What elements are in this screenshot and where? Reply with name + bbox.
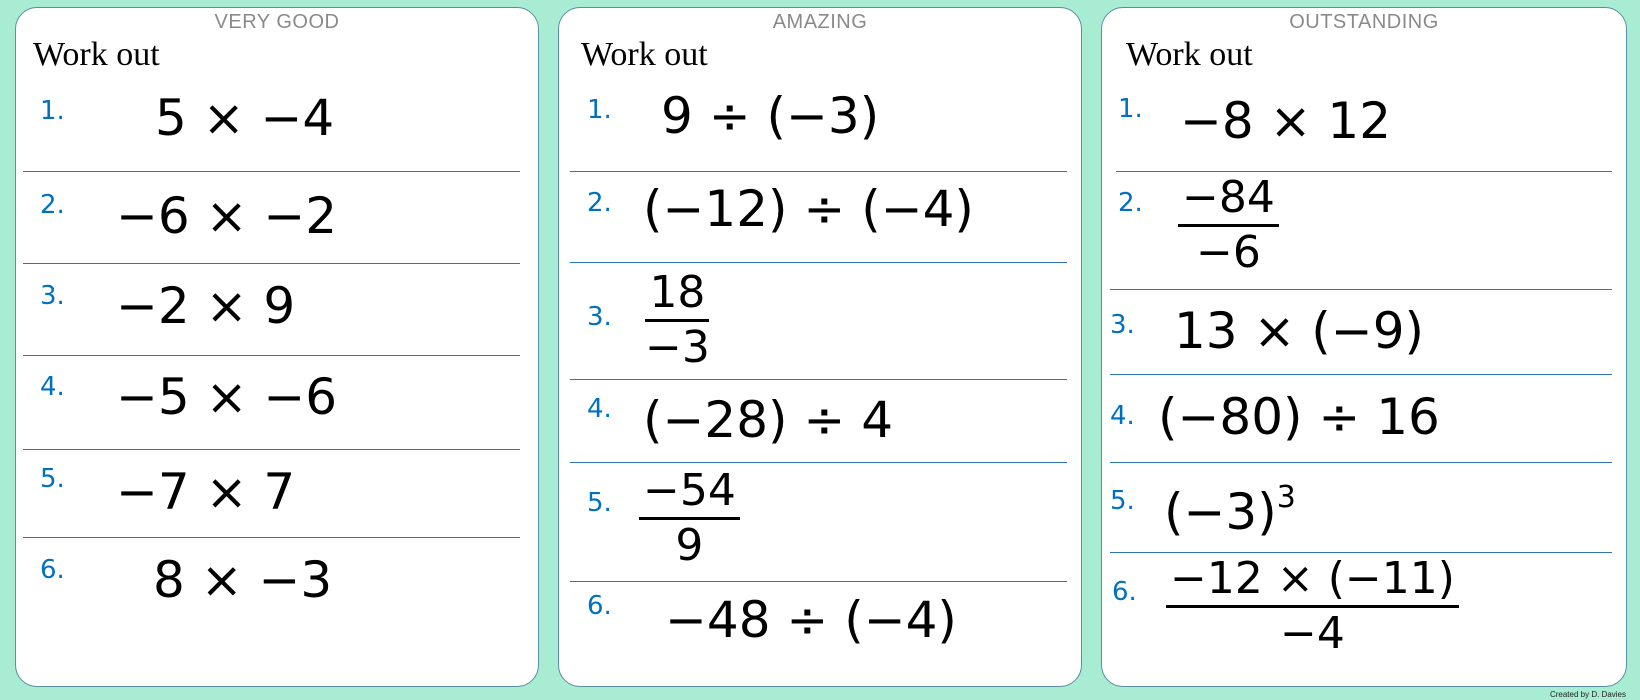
question-expression: (−80) ÷ 16 [1158,388,1440,446]
fraction-denominator: 9 [675,520,704,571]
credit-text: Created by D. Davies [1549,690,1626,699]
question-expression: −5 × −6 [116,368,338,426]
fraction-denominator: −4 [1280,608,1345,659]
divider [23,449,520,450]
question-expression: −6 × −2 [116,187,338,245]
question-number: 4. [40,372,65,402]
divider [23,355,520,356]
divider [570,171,1067,172]
question-number: 1. [587,95,612,125]
divider [570,379,1067,380]
card-heading: VERY GOOD [214,11,340,33]
question-number: 5. [587,488,612,518]
instruction: Work out [33,36,160,73]
instruction: Work out [581,36,708,73]
fraction-denominator: −6 [1195,227,1261,278]
question-fraction [645,267,710,373]
question-number: 4. [587,394,612,424]
card-heading: AMAZING [772,11,868,33]
divider [23,171,520,172]
fraction-numerator: 18 [645,271,709,322]
question-number: 4. [1110,401,1135,431]
card-outstanding [1101,7,1627,687]
question-number: 1. [40,96,65,126]
divider [1110,374,1612,375]
question-expression: −2 × 9 [116,277,296,335]
question-expression: −7 × 7 [116,463,296,521]
power-exponent: 3 [1276,480,1296,515]
question-expression: −48 ÷ (−4) [665,591,957,649]
question-number: 3. [587,302,612,332]
divider [1110,289,1612,290]
question-expression [1164,480,1296,541]
question-number: 1. [1118,94,1143,124]
question-expression: (−28) ÷ 4 [643,391,894,449]
question-number: 2. [587,188,612,218]
card-very-good [15,7,539,687]
question-fraction [1178,172,1279,278]
question-expression: −8 × 12 [1180,92,1392,150]
question-number: 3. [40,281,65,311]
divider [23,537,520,538]
divider [570,262,1067,263]
instruction: Work out [1126,36,1253,73]
question-number: 3. [1110,310,1135,340]
question-number: 2. [40,190,65,220]
divider [570,462,1067,463]
fraction-denominator: −3 [645,322,710,373]
fraction-numerator: −54 [639,469,740,520]
question-number: 6. [587,591,612,621]
divider [570,581,1067,582]
card-amazing [558,7,1082,687]
question-fraction [1166,553,1459,659]
question-expression: 9 ÷ (−3) [661,87,880,145]
question-number: 6. [40,555,65,585]
question-number: 6. [1112,577,1137,607]
question-number: 2. [1118,188,1143,218]
question-number: 5. [40,464,65,494]
power-base: (−3) [1164,483,1277,541]
question-fraction [639,465,740,571]
question-expression: 13 × (−9) [1174,302,1425,360]
divider [1110,462,1612,463]
question-expression: 5 × −4 [155,89,335,147]
question-expression: 8 × −3 [153,551,333,609]
divider [23,263,520,264]
fraction-numerator: −84 [1178,176,1279,227]
card-heading: OUTSTANDING [1289,11,1439,33]
fraction-numerator: −12 × (−11) [1166,557,1459,608]
question-expression: (−12) ÷ (−4) [643,180,974,238]
question-number: 5. [1110,486,1135,516]
